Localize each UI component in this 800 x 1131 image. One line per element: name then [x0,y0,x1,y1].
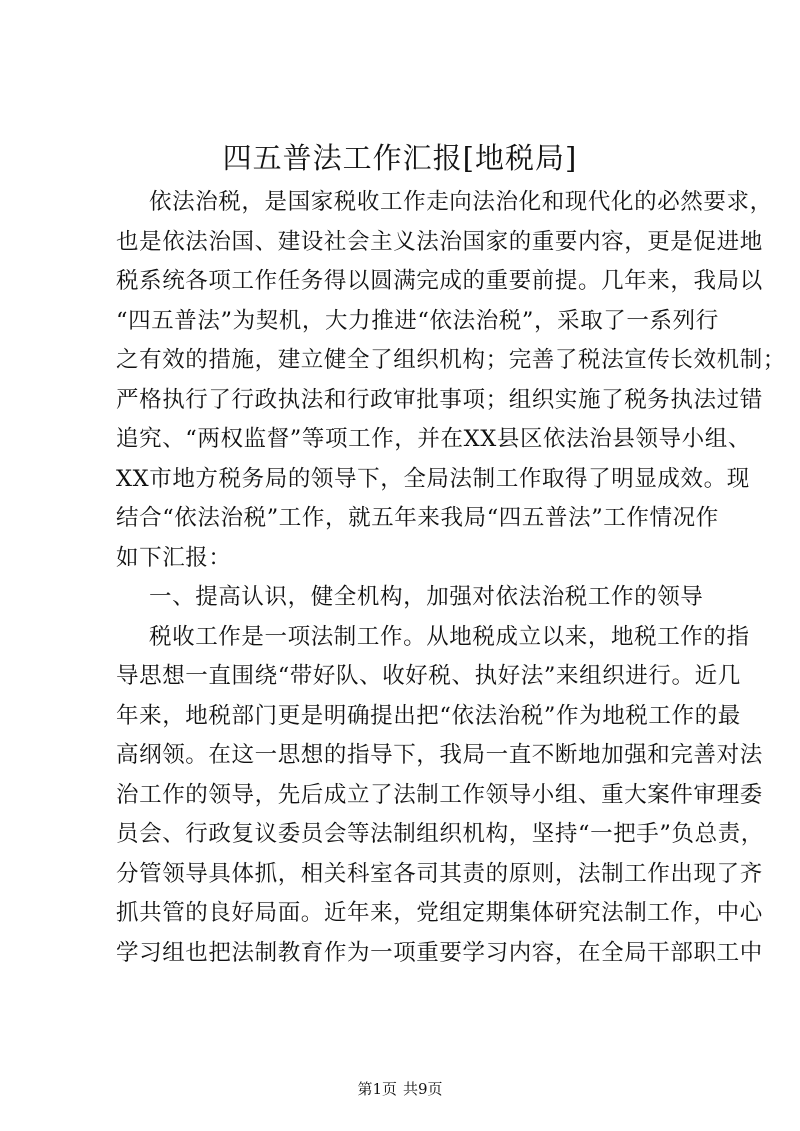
paragraph-line: “四五普法”为契机，大力推进“依法治税”，采取了一系列行 [116,307,719,334]
paragraph-line: 如下汇报： [116,544,232,571]
page-footer [0,1078,800,1100]
paragraph-line: 员会、行政复议委员会等法制组织机构，坚持“一把手”负总责， [116,821,764,847]
paragraph-line: 之有效的措施，建立健全了组织机构；完善了税法宣传长效机制； [116,347,786,373]
page-number: 第1页 [357,1080,397,1098]
paragraph-line: XX市地方税务局的领导下，全局法制工作取得了明显成效。现 [116,465,750,492]
paragraph-line: 严格执行了行政执法和行政审批事项；组织实施了税务执法过错 [116,386,763,413]
paragraph-line: 税系统各项工作任务得以圆满完成的重要前提。几年来，我局以 [116,268,763,294]
paragraph-line: 结合“依法治税”工作，就五年来我局“四五普法”工作情况作 [116,505,719,531]
paragraph-line: 也是依法治国、建设社会主义法治国家的重要内容，更是促进地 [116,228,763,255]
paragraph-line: 税收工作是一项法制工作。从地税成立以来，地税工作的指 [149,623,750,650]
document-body [116,183,786,973]
page-total: 共9页 [403,1080,443,1098]
paragraph-line: 高纲领。在这一思想的指导下，我局一直不断地加强和完善对法 [116,742,763,768]
paragraph-line: 依法治税，是国家税收工作走向法治化和现代化的必然要求， [149,189,773,215]
paragraph-line: 抓共管的良好局面。近年来，党组定期集体研究法制工作，中心 [116,900,763,926]
paragraph-line: 年来，地税部门更是明确提出把“依法治税”作为地税工作的最 [116,702,741,729]
section-heading: 一、提高认识，健全机构，加强对依法治税工作的领导 [149,584,704,610]
document-title: 四五普法工作汇报[地税局] [222,141,578,175]
paragraph-line: 学习组也把法制教育作为一项重要学习内容，在全局干部职工中 [116,939,763,966]
paragraph-line: 治工作的领导，先后成立了法制工作领导小组、重大案件审理委 [116,781,763,808]
paragraph-line: 导思想一直围绕“带好队、收好税、执好法”来组织进行。近几 [116,663,741,689]
paragraph-line: 追究、“两权监督”等项工作，并在XX县区依法治县领导小组、 [116,426,751,452]
paragraph-line: 分管领导具体抓，相关科室各司其责的原则，法制工作出现了齐 [116,860,763,887]
